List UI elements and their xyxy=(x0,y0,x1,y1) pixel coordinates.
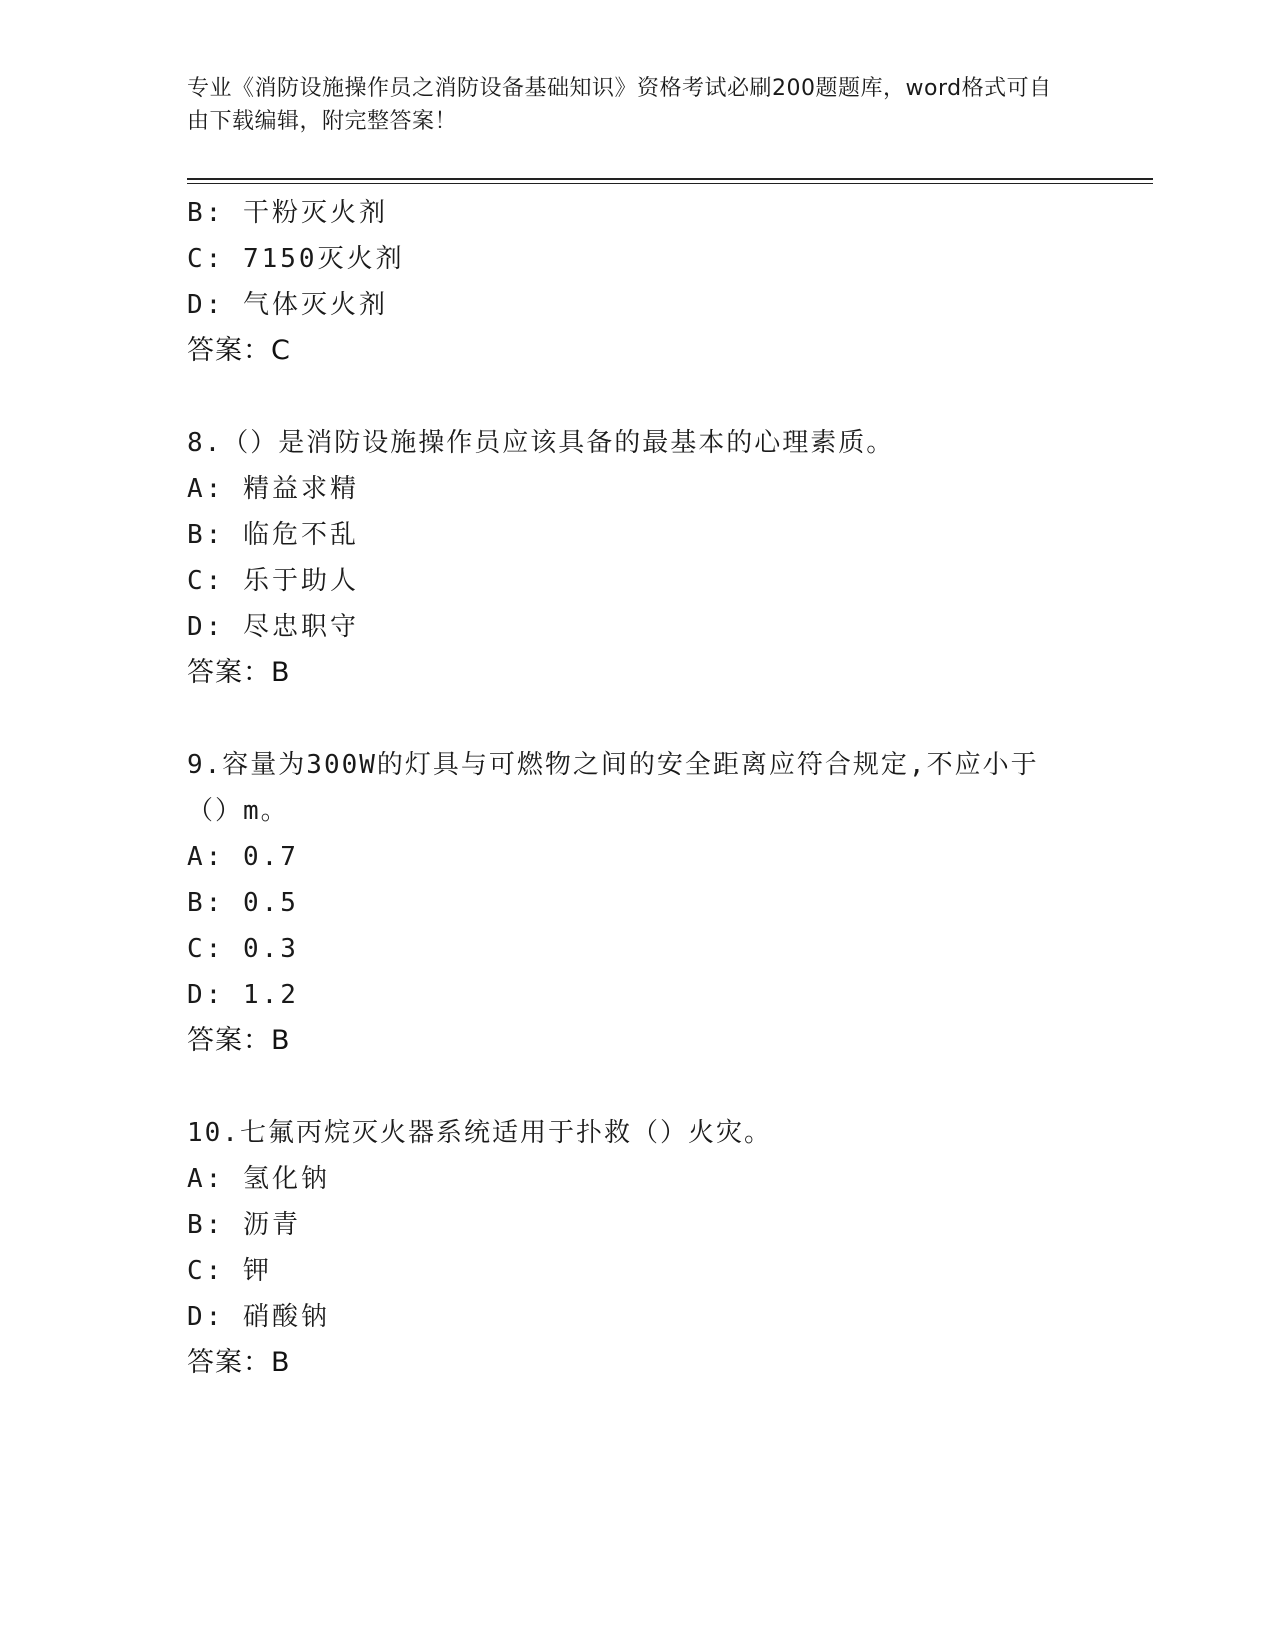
document-header: 专业《消防设施操作员之消防设备基础知识》资格考试必刷200题题库，word格式可自由下载编辑，附完整答案！ xyxy=(187,76,1052,134)
option-c: C: 7150灭火剂 xyxy=(187,244,405,274)
question-9-block xyxy=(187,742,1087,1064)
answer-line: 答案：C xyxy=(187,335,291,366)
option-a: A: 氢化钠 xyxy=(187,1164,330,1194)
header-rule-thin xyxy=(187,183,1153,184)
option-d: D: 尽忠职守 xyxy=(187,612,359,642)
answer-line: 答案：B xyxy=(187,1347,291,1378)
option-d: D: 硝酸钠 xyxy=(187,1302,330,1332)
option-b: B: 临危不乱 xyxy=(187,520,359,550)
question-text: 8.（）是消防设施操作员应该具备的最基本的心理素质。 xyxy=(187,428,895,458)
question-text: 10.七氟丙烷灭火器系统适用于扑救（）火灾。 xyxy=(187,1118,772,1148)
question-text-line-1: 9.容量为300W的灯具与可燃物之间的安全距离应符合规定,不应小于 xyxy=(187,750,1039,780)
option-b: B: 干粉灭火剂 xyxy=(187,198,388,228)
option-b: B: 0.5 xyxy=(187,888,299,918)
header-rule-thick xyxy=(187,178,1153,180)
option-d: D: 1.2 xyxy=(187,980,299,1010)
question-8-block xyxy=(187,420,1087,696)
spacer xyxy=(187,1064,1087,1110)
question-text-line-2: （）m。 xyxy=(187,796,289,826)
option-b: B: 沥青 xyxy=(187,1210,301,1240)
option-a: A: 精益求精 xyxy=(187,474,359,504)
question-7-block xyxy=(187,190,1087,374)
question-10-block xyxy=(187,1110,1087,1386)
answer-line: 答案：B xyxy=(187,657,291,688)
question-list xyxy=(187,190,1087,1386)
answer-line: 答案：B xyxy=(187,1025,291,1056)
spacer xyxy=(187,374,1087,420)
option-c: C: 乐于助人 xyxy=(187,566,359,596)
option-c: C: 0.3 xyxy=(187,934,299,964)
spacer xyxy=(187,696,1087,742)
option-a: A: 0.7 xyxy=(187,842,299,872)
option-d: D: 气体灭火剂 xyxy=(187,290,388,320)
option-c: C: 钾 xyxy=(187,1256,272,1286)
